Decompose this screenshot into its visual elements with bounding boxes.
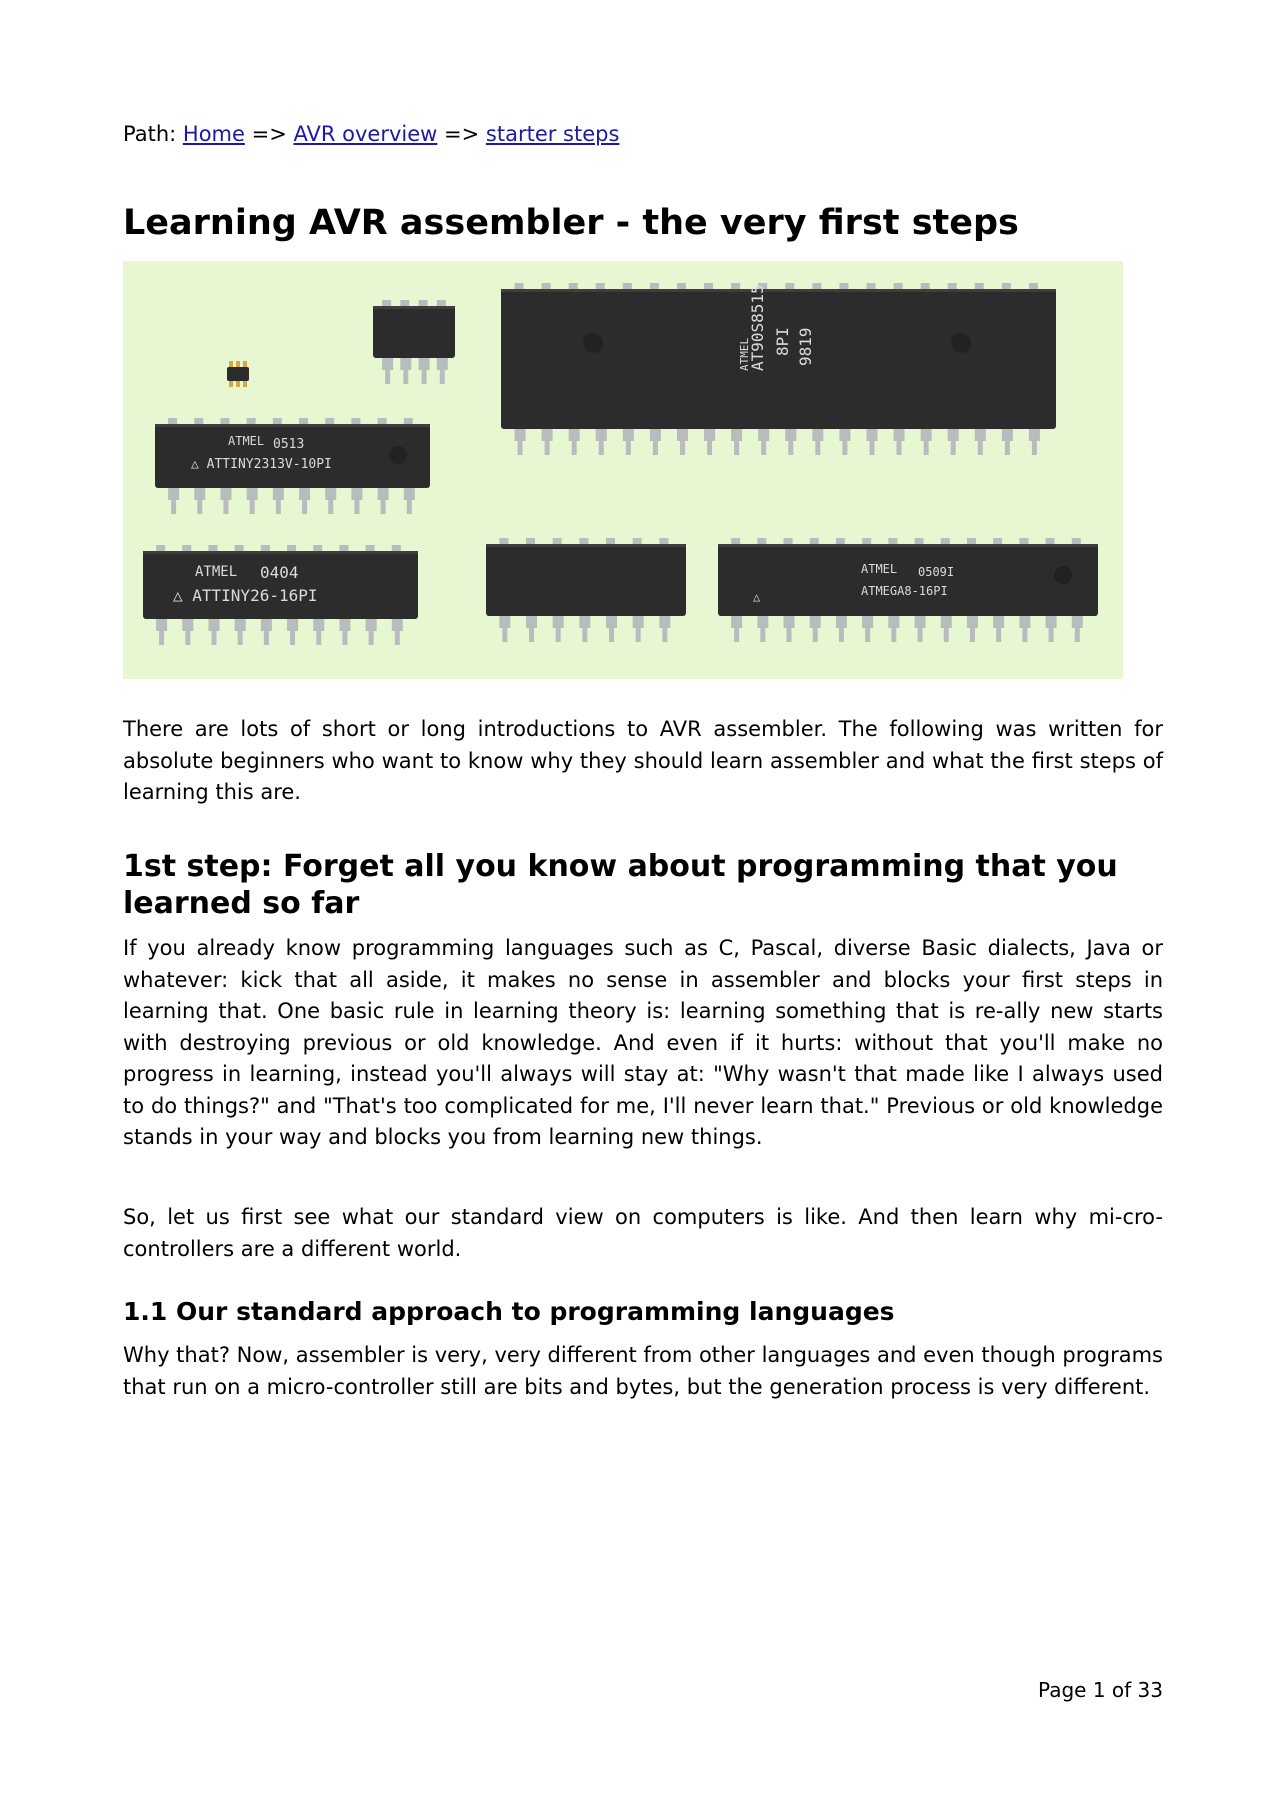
attiny2313-date: 0513 bbox=[273, 437, 305, 452]
atmega8-chip-pin-leg bbox=[1049, 628, 1054, 642]
sot-chip-pin bbox=[229, 361, 233, 367]
at90s8515-chip-pin-bottom bbox=[894, 429, 905, 441]
section-1-1-paragraph: Why that? Now, assembler is very, very different from other languages and even though programs that run on a micro-controller still are bits and bytes, but the generation process is very different. bbox=[123, 1343, 1163, 1399]
dip14-chip-pin-leg bbox=[662, 628, 667, 642]
dip14-chip-pin-leg bbox=[636, 628, 641, 642]
breadcrumb-link-home[interactable]: Home bbox=[182, 122, 245, 146]
attiny2313-chip-pin-bottom bbox=[220, 488, 231, 500]
dip14-chip-pin-leg bbox=[529, 628, 534, 642]
at90s8515-chip-pin-bottom bbox=[975, 429, 986, 441]
attiny26-brand: ATMEL bbox=[195, 564, 238, 580]
atmega8-chip-pin-bottom bbox=[784, 616, 795, 628]
dip14-chip-pin-bottom bbox=[553, 616, 564, 628]
attiny2313-chip-pin-bottom bbox=[247, 488, 258, 500]
dip8-chip-pin-bottom bbox=[400, 358, 411, 370]
attiny2313-chip-pin-leg bbox=[407, 500, 412, 514]
atmega8-chip-pin-leg bbox=[787, 628, 792, 642]
at90s8515-chip-pin-leg bbox=[924, 441, 929, 455]
at90s8515-chip-pin-leg bbox=[626, 441, 631, 455]
dip14-chip-pin-bottom bbox=[659, 616, 670, 628]
dip8-chip-pin-bottom bbox=[382, 358, 393, 370]
dip8-chip-pin-leg bbox=[440, 370, 445, 384]
attiny26-chip-edge bbox=[143, 551, 418, 554]
at90s8515-chip-pin-bottom bbox=[1002, 429, 1013, 441]
atmega8-chip-pin-leg bbox=[813, 628, 818, 642]
at90s8515-chip-pin-leg bbox=[545, 441, 550, 455]
sot-chip-pin bbox=[229, 381, 233, 387]
at90s8515-chip-pin-leg bbox=[518, 441, 523, 455]
attiny26-date: 0404 bbox=[260, 563, 299, 582]
sot-chip-pin bbox=[243, 381, 247, 387]
at90-sub-label: 8PI bbox=[773, 327, 792, 356]
atmega8-chip-pin-bottom bbox=[915, 616, 926, 628]
step1-heading: 1st step: Forget all you know about programming that you learned so far bbox=[123, 849, 1118, 921]
attiny26-chip-pin-bottom bbox=[313, 619, 324, 631]
page-title: Learning AVR assembler - the very first steps bbox=[123, 203, 1019, 243]
atmega8-chip-pin-bottom bbox=[888, 616, 899, 628]
step1-paragraph-1: If you already know programming languages such as C, Pascal, diverse Basic dialects, Java or whatever: kick that all aside, it makes no sense in assembler and blocks your first steps in learning that. One basic rule in learning theory is: learning something that is re-ally new starts with destroying previous or old knowledge. And even if it hurts: without that you'll make no progress in learning, instead you'll always will stay at: "Why wasn't that made like I always used to do things?" and "That's too complicated for me, I'll never learn that." Previous or old knowledge stands in your way and blocks you from learning new things. bbox=[123, 936, 1163, 1149]
attiny2313-chip-pin-bottom bbox=[299, 488, 310, 500]
at90s8515-chip-pin-leg bbox=[978, 441, 983, 455]
at90-notch bbox=[951, 333, 971, 353]
sot-chip-pin bbox=[236, 361, 240, 367]
page-number: Page 1 of 33 bbox=[1038, 1678, 1163, 1702]
atmega8-part: ATMEGA8-16PI bbox=[861, 584, 948, 598]
attiny2313-chip-pin-leg bbox=[276, 500, 281, 514]
attiny26-chip-pin-leg bbox=[159, 631, 164, 645]
at90s8515-chip-pin-leg bbox=[842, 441, 847, 455]
atmega8-chip-pin-leg bbox=[1022, 628, 1027, 642]
attiny26-chip-pin-leg bbox=[290, 631, 295, 645]
dip14-chip-pin-bottom bbox=[633, 616, 644, 628]
attiny26-chip-pin-leg bbox=[395, 631, 400, 645]
breadcrumb bbox=[123, 122, 619, 146]
avr-chips-photo bbox=[123, 261, 1123, 679]
dip14-chip-pin-leg bbox=[582, 628, 587, 642]
atmega8-chip-pin-leg bbox=[839, 628, 844, 642]
attiny26-part: △ ATTINY26-16PI bbox=[173, 586, 318, 605]
at90s8515-chip-pin-bottom bbox=[758, 429, 769, 441]
attiny26-chip-pin-bottom bbox=[156, 619, 167, 631]
at90s8515-chip-pin-leg bbox=[788, 441, 793, 455]
attiny26-chip-pin-leg bbox=[238, 631, 243, 645]
attiny2313-chip-pin-leg bbox=[354, 500, 359, 514]
at90s8515-chip-pin-bottom bbox=[731, 429, 742, 441]
attiny2313-chip-pin-bottom bbox=[404, 488, 415, 500]
attiny26-chip-pin-leg bbox=[185, 631, 190, 645]
at90s8515-chip-pin-bottom bbox=[569, 429, 580, 441]
attiny2313-notch bbox=[389, 446, 407, 464]
at90s8515-chip-pin-bottom bbox=[948, 429, 959, 441]
attiny26-chip-body bbox=[143, 551, 418, 619]
at90s8515-chip-pin-leg bbox=[599, 441, 604, 455]
at90s8515-chip-pin-bottom bbox=[623, 429, 634, 441]
at90s8515-chip-pin-leg bbox=[653, 441, 658, 455]
atmega8-chip-pin-bottom bbox=[993, 616, 1004, 628]
attiny2313-chip-pin-bottom bbox=[273, 488, 284, 500]
atmega8-chip-pin-bottom bbox=[967, 616, 978, 628]
at90s8515-chip-body bbox=[501, 289, 1056, 429]
atmega8-notch bbox=[1054, 566, 1072, 584]
sot-chip-pin bbox=[236, 381, 240, 387]
at90s8515-chip-pin-bottom bbox=[839, 429, 850, 441]
at90s8515-chip-pin-bottom bbox=[542, 429, 553, 441]
dip14-chip-pin-bottom bbox=[579, 616, 590, 628]
breadcrumb-link-avr-overview[interactable]: AVR overview bbox=[293, 122, 438, 146]
breadcrumb-separator: => bbox=[444, 122, 480, 146]
at90s8515-chip-pin-leg bbox=[680, 441, 685, 455]
sot-chip-body bbox=[227, 367, 249, 381]
attiny2313-chip-edge bbox=[155, 424, 430, 427]
attiny2313-chip-pin-leg bbox=[197, 500, 202, 514]
attiny26-chip-pin-bottom bbox=[287, 619, 298, 631]
atmega8-chip-pin-leg bbox=[891, 628, 896, 642]
at90s8515-chip-pin-leg bbox=[1032, 441, 1037, 455]
attiny2313-chip-pin-leg bbox=[250, 500, 255, 514]
attiny2313-chip-pin-bottom bbox=[168, 488, 179, 500]
at90s8515-chip-pin-bottom bbox=[704, 429, 715, 441]
at90-date-label: 9819 bbox=[796, 327, 815, 366]
atmega8-chip-pin-bottom bbox=[810, 616, 821, 628]
at90s8515-chip-pin-bottom bbox=[650, 429, 661, 441]
attiny2313-chip-pin-leg bbox=[381, 500, 386, 514]
attiny2313-chip-pin-leg bbox=[302, 500, 307, 514]
at90s8515-chip-pin-bottom bbox=[677, 429, 688, 441]
dip14-chip-pin-bottom bbox=[499, 616, 510, 628]
atmega8-brand: ATMEL bbox=[861, 562, 898, 576]
step1-paragraph-2: So, let us first see what our standard view on computers is like. And then learn why mi-cro-controllers are a different world. bbox=[123, 1205, 1163, 1261]
atmega8-chip-pin-bottom bbox=[731, 616, 742, 628]
atmega8-chip-pin-bottom bbox=[757, 616, 768, 628]
attiny26-chip-pin-leg bbox=[316, 631, 321, 645]
atmega8-chip-pin-leg bbox=[944, 628, 949, 642]
atmega8-chip-pin-bottom bbox=[836, 616, 847, 628]
atmega8-chip-pin-leg bbox=[1075, 628, 1080, 642]
at90s8515-chip-pin-leg bbox=[761, 441, 766, 455]
dip14-chip-pin-bottom bbox=[526, 616, 537, 628]
attiny26-chip-pin-bottom bbox=[392, 619, 403, 631]
at90-brand-label: ATMEL bbox=[738, 337, 751, 371]
atmega8-triangle: △ bbox=[753, 590, 761, 604]
at90s8515-chip-pin-bottom bbox=[515, 429, 526, 441]
sot-chip-pin bbox=[243, 361, 247, 367]
attiny26-chip-pin-bottom bbox=[208, 619, 219, 631]
breadcrumb-link-starter-steps[interactable]: starter steps bbox=[485, 122, 620, 146]
atmega8-chip-body bbox=[718, 544, 1098, 616]
atmega8-chip-pin-bottom bbox=[1019, 616, 1030, 628]
attiny26-chip-pin-bottom bbox=[339, 619, 350, 631]
dip8-chip-body bbox=[373, 306, 455, 358]
dip8-chip-pin-leg bbox=[403, 370, 408, 384]
dip14-chip-body bbox=[486, 544, 686, 616]
atmega8-chip-pin-leg bbox=[865, 628, 870, 642]
breadcrumb-separator: => bbox=[251, 122, 287, 146]
atmega8-chip-pin-leg bbox=[918, 628, 923, 642]
at90s8515-chip-pin-bottom bbox=[596, 429, 607, 441]
atmega8-chip-pin-leg bbox=[970, 628, 975, 642]
atmega8-chip-pin-bottom bbox=[1046, 616, 1057, 628]
atmega8-date: 0509I bbox=[918, 565, 955, 579]
attiny26-chip-pin-leg bbox=[211, 631, 216, 645]
atmega8-chip-edge bbox=[718, 544, 1098, 547]
at90s8515-chip-edge bbox=[501, 289, 1056, 292]
at90-notch bbox=[583, 333, 603, 353]
attiny2313-chip-pin-leg bbox=[223, 500, 228, 514]
attiny2313-part: △ ATTINY2313V-10PI bbox=[191, 457, 332, 472]
intro-paragraph: There are lots of short or long introductions to AVR assembler. The following was written for absolute beginners who want to know why they should learn assembler and what the first steps of learning this are. bbox=[123, 717, 1163, 804]
dip14-chip-pin-leg bbox=[502, 628, 507, 642]
dip8-chip-pin-leg bbox=[422, 370, 427, 384]
attiny2313-chip-pin-leg bbox=[171, 500, 176, 514]
attiny2313-brand: ATMEL bbox=[228, 434, 265, 448]
attiny2313-chip-pin-bottom bbox=[378, 488, 389, 500]
atmega8-chip-pin-leg bbox=[996, 628, 1001, 642]
atmega8-chip-pin-bottom bbox=[1072, 616, 1083, 628]
at90s8515-chip-pin-leg bbox=[897, 441, 902, 455]
dip14-chip-pin-leg bbox=[609, 628, 614, 642]
chips-illustration bbox=[123, 261, 1123, 679]
dip14-chip-edge bbox=[486, 544, 686, 547]
attiny26-chip-pin-leg bbox=[342, 631, 347, 645]
dip14-chip-pin-leg bbox=[556, 628, 561, 642]
at90s8515-chip-pin-leg bbox=[707, 441, 712, 455]
dip8-chip-edge bbox=[373, 306, 455, 309]
dip14-chip-pin-bottom bbox=[606, 616, 617, 628]
at90-part-label: AT90S8515 bbox=[748, 284, 767, 371]
attiny26-chip-pin-leg bbox=[264, 631, 269, 645]
attiny26-chip-pin-bottom bbox=[182, 619, 193, 631]
attiny2313-chip-body bbox=[155, 424, 430, 488]
attiny2313-chip-pin-bottom bbox=[351, 488, 362, 500]
at90s8515-chip-pin-bottom bbox=[785, 429, 796, 441]
at90s8515-chip-pin-leg bbox=[1005, 441, 1010, 455]
attiny26-chip-pin-bottom bbox=[366, 619, 377, 631]
at90s8515-chip-pin-leg bbox=[869, 441, 874, 455]
at90s8515-chip-pin-bottom bbox=[866, 429, 877, 441]
dip8-chip-pin-bottom bbox=[419, 358, 430, 370]
atmega8-chip-pin-bottom bbox=[941, 616, 952, 628]
at90s8515-chip-pin-leg bbox=[951, 441, 956, 455]
attiny26-chip-pin-bottom bbox=[261, 619, 272, 631]
dip8-chip-pin-leg bbox=[385, 370, 390, 384]
atmega8-chip-pin-leg bbox=[734, 628, 739, 642]
attiny2313-chip-pin-bottom bbox=[194, 488, 205, 500]
at90s8515-chip-pin-bottom bbox=[812, 429, 823, 441]
at90s8515-chip-pin-bottom bbox=[921, 429, 932, 441]
dip8-chip-pin-bottom bbox=[437, 358, 448, 370]
attiny2313-chip-pin-bottom bbox=[325, 488, 336, 500]
attiny26-chip-pin-leg bbox=[369, 631, 374, 645]
atmega8-chip-pin-leg bbox=[760, 628, 765, 642]
attiny26-chip-pin-bottom bbox=[235, 619, 246, 631]
at90s8515-chip-pin-leg bbox=[815, 441, 820, 455]
atmega8-chip-pin-bottom bbox=[862, 616, 873, 628]
at90s8515-chip-pin-bottom bbox=[1029, 429, 1040, 441]
section-1-1-heading: 1.1 Our standard approach to programming languages bbox=[123, 1297, 895, 1326]
at90s8515-chip-pin-leg bbox=[572, 441, 577, 455]
at90s8515-chip-pin-leg bbox=[734, 441, 739, 455]
attiny2313-chip-pin-leg bbox=[328, 500, 333, 514]
breadcrumb-prefix: Path: bbox=[123, 122, 177, 146]
